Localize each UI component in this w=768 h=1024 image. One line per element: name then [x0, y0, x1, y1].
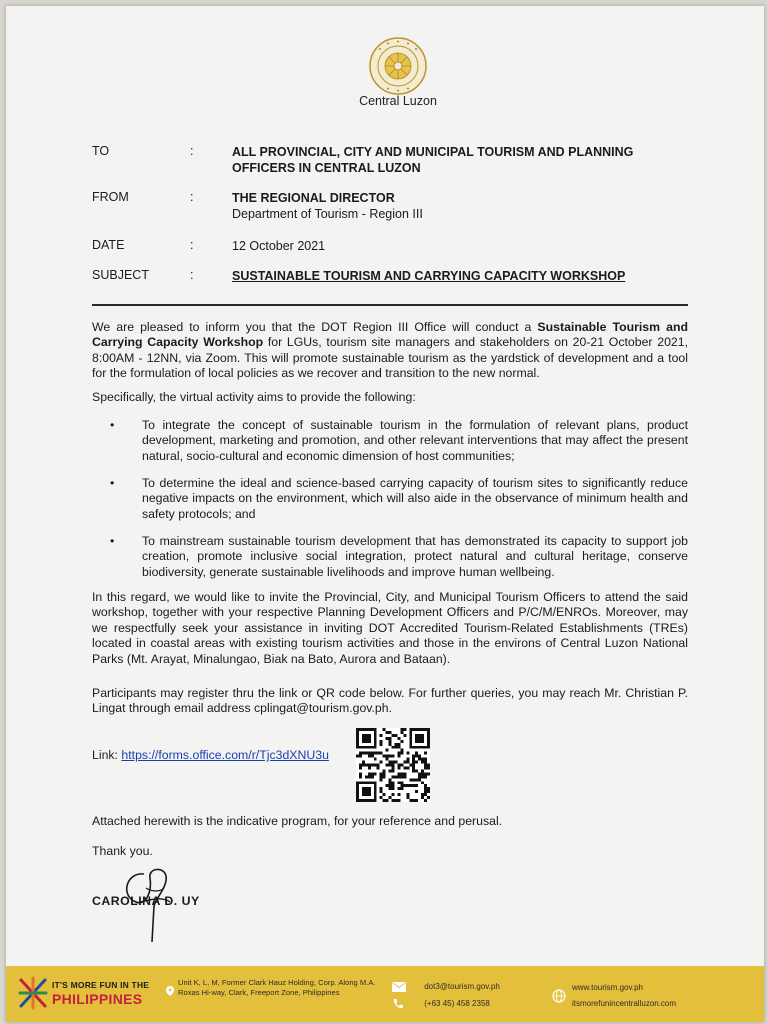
- bullet-text: To integrate the concept of sustainable tourism in the formulation of relevant plans, product development, marketing and promotion, and other relevant interventions that may affect the present natural, socio-cultural and economic dimension of host communities;: [142, 418, 688, 463]
- footer-email-row: [392, 978, 500, 995]
- intro-text-b: for LGUs, tourism site managers and stakeholders on 20-21 October 2021, 8:00AM - 12NN, via Zoom. This will promote sustainable tourism as the yardstick of development and a tool for the formulation of local policies as we recover and transition to the new normal.: [92, 335, 688, 381]
- date-colon: :: [190, 238, 194, 252]
- link-label: Link:: [92, 748, 122, 762]
- intro-text-a: We are pleased to inform you that the DOT Region III Office will conduct a: [92, 320, 538, 334]
- bullet-marker: •: [110, 418, 115, 432]
- to-colon: :: [190, 144, 194, 158]
- footer-address-text: Unit K, L, M, Former Clark Hauz Holding, Corp. Along M.A. Roxas Hi-way, Clark, Freeport Zone, Philippines: [178, 978, 376, 997]
- from-value: THE REGIONAL DIRECTOR: [232, 191, 395, 205]
- footer-website-1[interactable]: www.tourism.gov.ph: [572, 983, 643, 992]
- mail-icon: [392, 982, 406, 992]
- paragraph-registration: Participants may register thru the link or QR code below. For further queries, you may reach Mr. Christian P. Lingat through email address cplingat@tourism.gov.ph.: [92, 686, 688, 716]
- link-line: [92, 748, 352, 763]
- date-value: 12 October 2021: [232, 239, 326, 253]
- subject-value: SUSTAINABLE TOURISM AND CARRYING CAPACITY WORKSHOP: [232, 269, 626, 283]
- to-line-1: ALL PROVINCIAL, CITY AND MUNICIPAL TOURISM AND PLANNING: [232, 145, 634, 159]
- from-sub: Department of Tourism - Region III: [232, 207, 423, 221]
- to-label: TO: [92, 144, 110, 158]
- paragraph-aims: Specifically, the virtual activity aims to provide the following:: [92, 390, 416, 404]
- paragraph-attachment: Attached herewith is the indicative program, for your reference and perusal.: [92, 814, 503, 828]
- footer-brand: PHILIPPINES: [52, 991, 143, 1007]
- list-item: [110, 418, 688, 464]
- bullet-text: To determine the ideal and science-based carrying capacity of tourism sites to significantly reduce negative impacts on the environment, which will also aide in the observance of minimum health and safety protocols; and: [142, 476, 688, 521]
- paragraph-intro: [92, 320, 688, 382]
- subject-colon: :: [190, 268, 194, 282]
- header-divider: [92, 304, 688, 306]
- subject-label: SUBJECT: [92, 268, 149, 282]
- closing-line: Thank you.: [92, 844, 153, 858]
- intro-workshop-name: Sustainable Tourism and Carrying Capacity Workshop: [92, 320, 688, 350]
- list-item: [110, 534, 688, 580]
- bullet-marker: •: [110, 476, 115, 490]
- footer-contact: [392, 978, 500, 1012]
- to-value: [232, 144, 672, 176]
- location-pin-icon: [166, 986, 174, 996]
- footer-phone-row: [392, 995, 500, 1012]
- footer-logo: [18, 974, 178, 1014]
- memo-page: [6, 6, 764, 1022]
- date-label: DATE: [92, 238, 125, 252]
- from-colon: :: [190, 190, 194, 204]
- footer-email: dot3@tourism.gov.ph: [424, 982, 500, 991]
- signatory-name: CAROLINA D. UY: [92, 894, 200, 908]
- to-line-2: OFFICERS IN CENTRAL LUZON: [232, 161, 421, 175]
- bullet-marker: •: [110, 534, 115, 548]
- from-label: FROM: [92, 190, 129, 204]
- list-item: [110, 476, 688, 522]
- registration-link[interactable]: https://forms.office.com/r/Tjc3dXNU3u: [121, 748, 329, 762]
- footer-websites: [572, 980, 676, 1012]
- letterhead-footer: [6, 966, 764, 1022]
- footer-tagline: IT'S MORE FUN IN THE: [52, 980, 150, 990]
- weave-logo-icon: [18, 976, 48, 1010]
- phone-icon: [392, 998, 404, 1010]
- footer-website-2[interactable]: itsmorefunincentralluzon.com: [572, 999, 677, 1008]
- qr-code-icon[interactable]: [356, 728, 430, 802]
- bullet-text: To mainstream sustainable tourism development that has demonstrated its capacity to support job creation, promote inclusive social integration, protect natural and cultural heritage, conserve biodiversity, generate sustainable livelihoods and improve human wellbeing.: [142, 534, 688, 579]
- footer-address: [178, 978, 386, 998]
- region-name: Central Luzon: [359, 94, 437, 108]
- paragraph-invitation: In this regard, we would like to invite the Provincial, City, and Municipal Tourism Officers to attend the said workshop, together with your respective Planning Development Officers and P/C/M/ENROs. Moreover, may we respectfully seek your assistance in inviting DOT Accredited Tourism-Related Establishments (TREs) located in coastal areas with existing tourism activities and those in the environs of Central Luzon National Parks (Mt. Arayat, Minalungao, Biak na Bato, Aurora and Bataan).: [92, 590, 688, 666]
- from-value-block: [232, 190, 672, 222]
- dot-seal-icon: [368, 36, 428, 96]
- footer-phone: (+63 45) 458 2358: [424, 999, 490, 1008]
- globe-icon: [552, 989, 566, 1003]
